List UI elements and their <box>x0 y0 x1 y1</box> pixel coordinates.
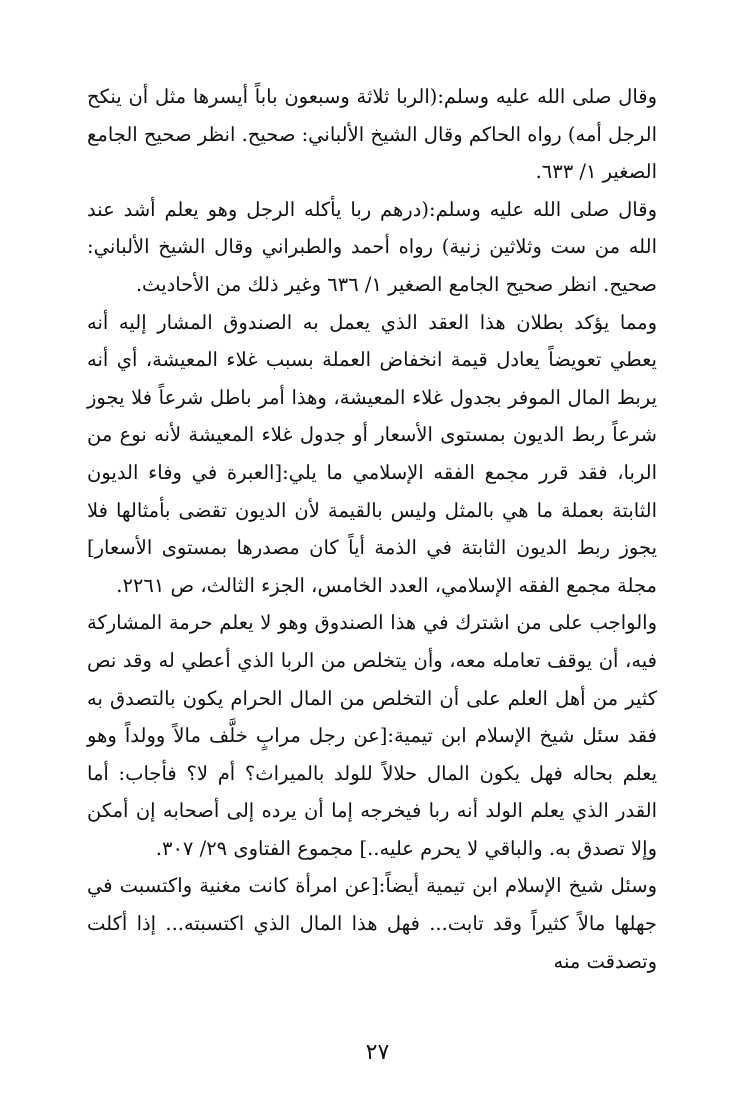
paragraph-ibn-taymiyya-question: وسئل شيخ الإسلام ابن تيمية أيضاً:[عن امرأة كانت مغنية واكتسبت في جهلها مالاً كثيراً وقد تابت... فهل هذا المال الذي اكتسبته... إذا أكلت وتصدقت منه <box>87 874 657 973</box>
paragraph-riba-dirham-hadith: وقال صلى الله عليه وسلم:(درهم ربا يأكله الرجل وهو يعلم أشد عند الله من ست وثلاثين زنية) رواه أحمد والطبراني وقال الشيخ الألباني: صحيح. انظر صحيح الجامع الصغير ١/ ٦٣٦ وغير ذلك من الأحاديث. <box>87 197 657 296</box>
page-number: ٢٧ <box>365 1040 390 1065</box>
paragraph-fund-contract-invalidity: ومما يؤكد بطلان هذا العقد الذي يعمل به الصندوق المشار إليه أنه يعطي تعويضاً يعادل قيمة انخفاض العملة بسبب غلاء المعيشة، أي أنه يربط المال الموفر بجدول غلاء المعيشة، وهذا أمر باطل شرعاً فلا يجوز شرعاً ربط الديون بمستوى الأسعار أو جدول غلاء المعيشة لأنه نوع من الربا، فقد قرر مجمع الفقه الإسلامي ما يلي:[العبرة في وفاء الديون الثابتة بعملة ما هي بالمثل وليس بالقيمة لأن الديون تقضى بأمثالها فلا يجوز ربط الديون الثابتة في الذمة أياً كان مصدرها بمستوى الأسعار] مجلة مجمع الفقه الإسلامي، العدد الخامس، الجزء الثالث، ص ٢٢٦١. <box>87 310 657 597</box>
page-text <box>87 78 657 980</box>
paragraph-obligation-of-participant: والواجب على من اشترك في هذا الصندوق وهو لا يعلم حرمة المشاركة فيه، أن يوقف تعامله معه، وأن يتخلص من الربا الذي أعطي له وقد نص كثير من أهل العلم على أن التخلص من المال الحرام يكون بالتصدق به فقد سئل شيخ الإسلام ابن تيمية:[عن رجل مرابٍ خلَّف مالاً وولداً وهو يعلم بحاله فهل يكون المال حلالاً للولد بالميراث؟ أم لا؟ فأجاب: أما القدر الذي يعلم الولد أنه ربا فيخرجه إما أن يرده إلى أصحابه إن أمكن وإلا تصدق به. والباقي لا يحرم عليه..] مجموع الفتاوى ٢٩/ ٣٠٧. <box>87 611 657 860</box>
paragraph-riba-gates-hadith: وقال صلى الله عليه وسلم:(الربا ثلاثة وسبعون باباً أيسرها مثل أن ينكح الرجل أمه) رواه الحاكم وقال الشيخ الألباني: صحيح. انظر صحيح الجامع الصغير ١/ ٦٣٣. <box>87 85 657 184</box>
